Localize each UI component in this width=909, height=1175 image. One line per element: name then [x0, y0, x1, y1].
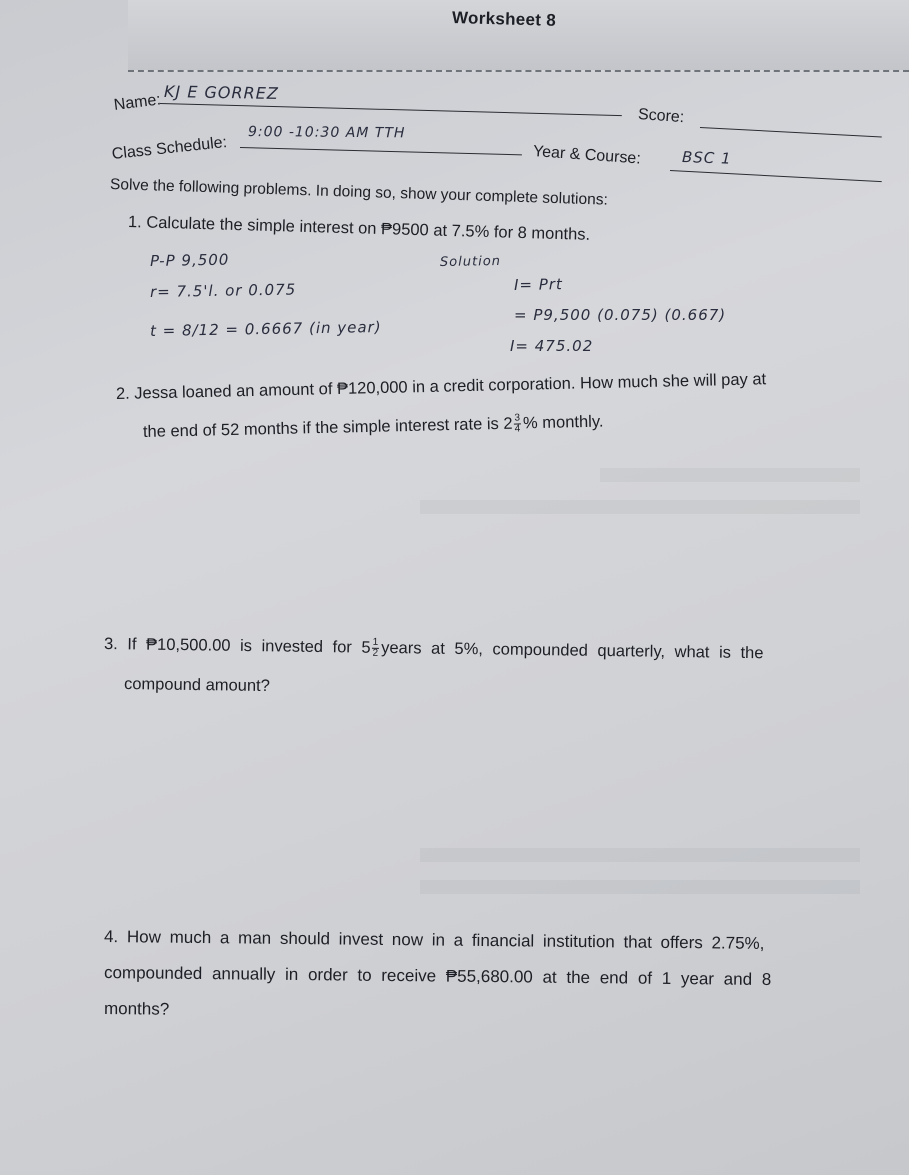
- question-3-fraction: [371, 638, 379, 659]
- fraction-numerator: 3: [514, 412, 521, 424]
- fraction-denominator: 2: [372, 647, 379, 659]
- name-value: KJ E GORREZ: [163, 82, 279, 104]
- bleed-through-mark: [600, 468, 860, 482]
- question-3-text-b: years at 5%, compounded quarterly, what is the: [381, 638, 764, 663]
- q1-principal: P-P 9,500: [149, 250, 230, 270]
- q1-time: t = 8/12 = 0.6667 (in year): [149, 317, 382, 340]
- class-schedule-label: Class Schedule:: [111, 133, 228, 163]
- question-2-text-b: % monthly.: [522, 412, 604, 433]
- name-label: Name:: [112, 91, 162, 114]
- score-label: Score:: [637, 106, 685, 127]
- score-line: [700, 127, 882, 138]
- year-course-label: Year & Course:: [532, 143, 642, 168]
- page-title: Worksheet 8: [451, 8, 557, 30]
- q1-substitution: = P9,500 (0.075) (0.667): [514, 306, 727, 324]
- question-3-line-1: [104, 632, 764, 667]
- question-4-line-3: months?: [103, 999, 170, 1019]
- bleed-through-mark: [420, 500, 860, 514]
- bleed-through-mark: [420, 880, 860, 894]
- question-2-fraction: [513, 414, 521, 435]
- question-1: 1. Calculate the simple interest on ₱9500 at 7.5% for 8 months.: [127, 213, 591, 244]
- fraction-denominator: 4: [514, 423, 521, 435]
- question-4-line-1: 4. How much a man should invest now in a financial institution that offers 2.75%,: [103, 927, 765, 953]
- name-line: [160, 103, 622, 116]
- question-2-line-1: 2. Jessa loaned an amount of ₱120,000 in a credit corporation. How much she will pay at: [115, 370, 767, 403]
- class-schedule-value: 9:00 -10:30 AM TTH: [247, 124, 406, 142]
- question-4-line-2: compounded annually in order to receive ₱55,680.00 at the end of 1 year and 8: [103, 963, 772, 989]
- q1-answer: I= 475.02: [510, 337, 594, 355]
- question-2-line-2: [143, 410, 604, 446]
- instructions: Solve the following problems. In doing so, show your complete solutions:: [109, 176, 609, 209]
- year-course-line: [670, 170, 882, 182]
- bleed-through-mark: [420, 848, 860, 862]
- q1-formula: I= Prt: [513, 275, 564, 294]
- q1-rate: r= 7.5'l. or 0.075: [149, 280, 297, 301]
- year-course-value: BSC 1: [681, 148, 732, 168]
- question-2-text-a: the end of 52 months if the simple interest rate is 2: [142, 414, 513, 441]
- question-3-text-a: 3. If ₱10,500.00 is invested for 5: [103, 635, 371, 657]
- class-schedule-line: [240, 147, 522, 155]
- q1-solution-label: Solution: [439, 253, 502, 270]
- question-3-line-2: compound amount?: [123, 675, 270, 696]
- fraction-numerator: 1: [372, 636, 379, 648]
